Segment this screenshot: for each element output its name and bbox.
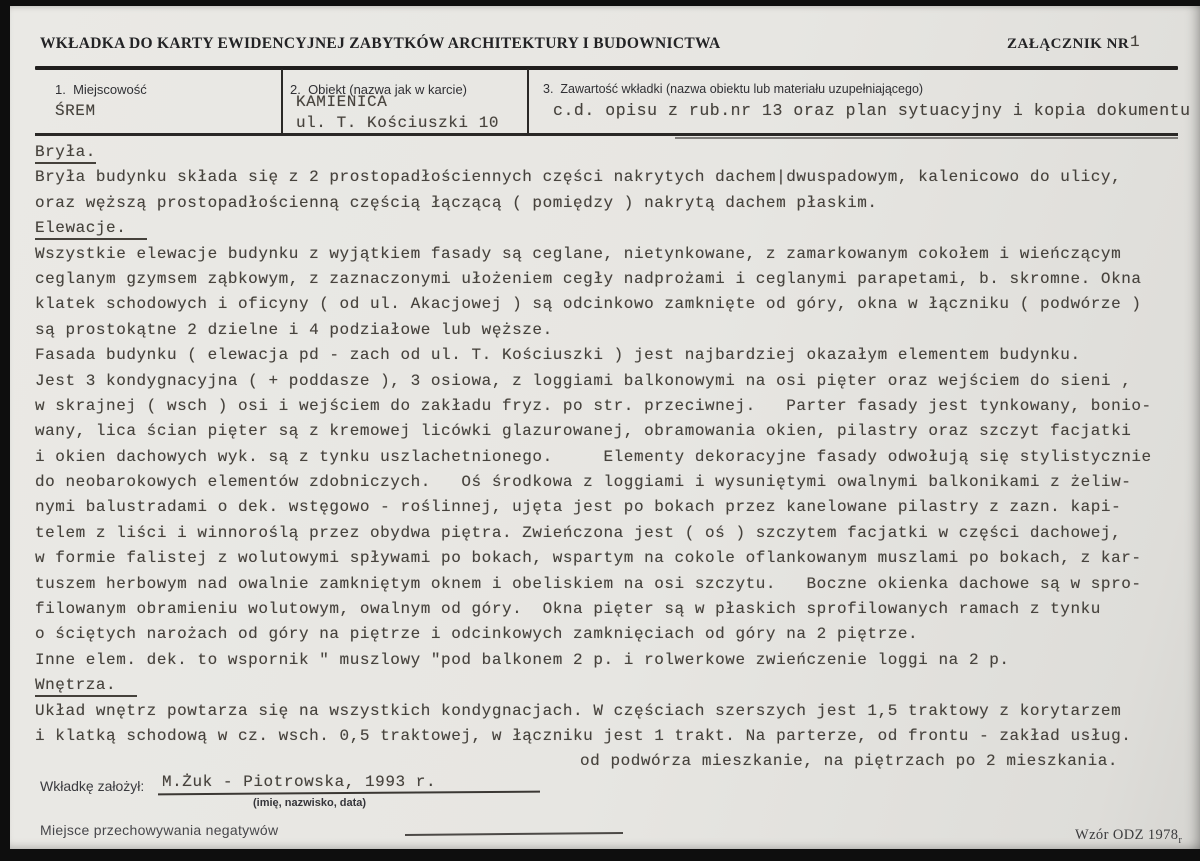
field-miejscowosc-label: 1. Miejscowość xyxy=(55,82,147,97)
body-line: w formie falistej z wolutowymi spływami po bokach, wspartym na cokole oflankowanym muszlami po bokach, z kar- xyxy=(35,549,1142,568)
header-rule-bottom xyxy=(35,133,1178,136)
body-line: tuszem herbowym nad owalnie zamkniętym oknem i obeliskiem na osi szczytu. Boczne okienka dachowe są w spro- xyxy=(35,574,1142,593)
field-zawartosc-label: 3. Zawartość wkładki (nazwa obiektu lub materiału uzupełniającego) xyxy=(543,82,924,96)
body-line: Inne elem. dek. to wspornik " muszlowy "pod balkonem 2 p. i rolwerkowe zwieńczenie loggi na 2 p. xyxy=(35,650,1010,669)
body-line: od podwórza mieszkanie, na piętrzach po 2 mieszkania. xyxy=(580,752,1119,771)
founder-label: Wkładkę założył: xyxy=(40,778,145,794)
negatives-label: Miejsce przechowywania negatywów xyxy=(40,822,279,838)
founder-value: M.Żuk - Piotrowska, 1993 r. xyxy=(162,773,437,791)
header-rule-top xyxy=(35,66,1178,70)
section-heading-line xyxy=(35,673,1185,698)
section-heading-line xyxy=(35,216,1185,241)
body-line: Bryła budynku składa się z 2 prostopadłościennych części nakrytych dachem|dwuspadowym, kalenicowo do ulicy, xyxy=(35,168,1122,187)
field-obiekt-value-address: ul. T. Kościuszki 10 xyxy=(296,114,500,132)
signature-line xyxy=(158,791,540,796)
body-line: Jest 3 kondygnacyjna ( + poddasze ), 3 osiowa, z loggiami balkonowymi na osi pięter oraz wejściem do sieni , xyxy=(35,371,1132,390)
field-obiekt-label: 2. Obiekt (nazwa jak w karcie) xyxy=(290,82,468,97)
body-line: i okien dachowych wyk. są z tynku uszlachetnionego. Elementy dekoracyjne fasady odwołują się stylistycznie xyxy=(35,447,1152,466)
body-line: ceglanym gzymsem ząbkowym, z zaznaczonymi ułożeniem cegły nadprożami i ceglanymi parapetami, b. skromne. Okna xyxy=(35,269,1142,288)
body-line: i klatką schodową w cz. wsch. 0,5 traktowej, w łączniku jest 1 trakt. Na parterze, od frontu - zakład usług. xyxy=(35,726,1132,745)
founder-sublabel: (imię, nazwisko, data) xyxy=(253,797,367,809)
form-model-suffix: r xyxy=(1178,835,1183,846)
header-rule-bottom-double xyxy=(675,137,1178,139)
field-zawartosc-value: c.d. opisu z rub.nr 13 oraz plan sytuacyjny i kopia dokumentu xyxy=(553,101,1191,120)
paper xyxy=(10,6,1200,849)
attachment-label: ZAŁĄCZNIK NR xyxy=(1007,36,1130,52)
field-miejscowosc-value: ŚREM xyxy=(55,102,96,120)
body-line: Fasada budynku ( elewacja pd - zach od ul. T. Kościuszki ) jest najbardziej okazałym elementem budynku. xyxy=(35,346,1081,365)
negatives-line xyxy=(405,832,623,836)
body-line: telem z liści i winnoroślą przez obydwa piętra. Zwieńczona jest ( oś ) szczytem facjatki w części dachowej, xyxy=(35,523,1122,542)
body-line: nymi balustradami o dek. wstęgowo - roślinnej, ujęta jest po bokach przez kanelowane pilastry z zazn. kapi- xyxy=(35,498,1122,517)
body-line: do neobarokowych elementów zdobniczych. Oś środkowa z loggiami i wysuniętymi owalnymi balkonikami z żeliw- xyxy=(35,473,1132,492)
form-header-title: WKŁADKA DO KARTY EWIDENCYJNEJ ZABYTKÓW ARCHITEKTURY I BUDOWNICTWA xyxy=(40,35,721,52)
body-line: filowanym obramieniu wolutowym, owalnym od góry. Okna pięter są w płaskich sprofilowanych ramach z tynku xyxy=(35,600,1101,619)
body-line: o ściętych narożach od góry na piętrze i odcinkowych zamknięciach od góry na 2 piętrze. xyxy=(35,625,919,644)
body-line: wany, lica ścian pięter są z kremowej licówki glazurowanej, obramowania okien, pilastry oraz szczyt facjatki xyxy=(35,422,1132,441)
body-line: Wszystkie elewacje budynku z wyjątkiem fasady są ceglane, nietynkowane, z zamarkowanym cokołem i wieńczącym xyxy=(35,244,1122,263)
field-obiekt-value-name: KAMIENICA xyxy=(296,93,388,111)
body-line: są prostokątne 2 dzielne i 4 podziałowe lub węższe. xyxy=(35,320,553,339)
section-heading: Bryła. xyxy=(35,143,96,164)
body-text xyxy=(35,140,1185,775)
section-heading-line xyxy=(35,140,1185,165)
field-divider-1 xyxy=(281,69,283,133)
attachment-number: 1 xyxy=(1130,33,1141,51)
body-line: Układ wnętrz powtarza się na wszystkich kondygnacjach. W częściach szerszych jest 1,5 traktowy z korytarzem xyxy=(35,701,1122,720)
body-line: klatek schodowych i oficyny ( od ul. Akacjowej ) są odcinkowo zamknięte od góry, okna w łączniku ( podwórze ) xyxy=(35,295,1142,314)
section-heading: Wnętrza. xyxy=(35,676,137,697)
form-model-note xyxy=(1075,827,1182,846)
body-line: oraz węższą prostopadłościenną częścią łączącą ( pomiędzy ) nakrytą dachem płaskim. xyxy=(35,193,878,212)
body-line: w skrajnej ( wsch ) osi i wejściem do zakładu fryz. po str. przeciwnej. Parter fasady jest tynkowany, bonio- xyxy=(35,396,1152,415)
form-model-text: Wzór ODZ 1978 xyxy=(1075,827,1179,843)
field-divider-2 xyxy=(527,69,529,133)
section-heading: Elewacje. xyxy=(35,219,147,240)
